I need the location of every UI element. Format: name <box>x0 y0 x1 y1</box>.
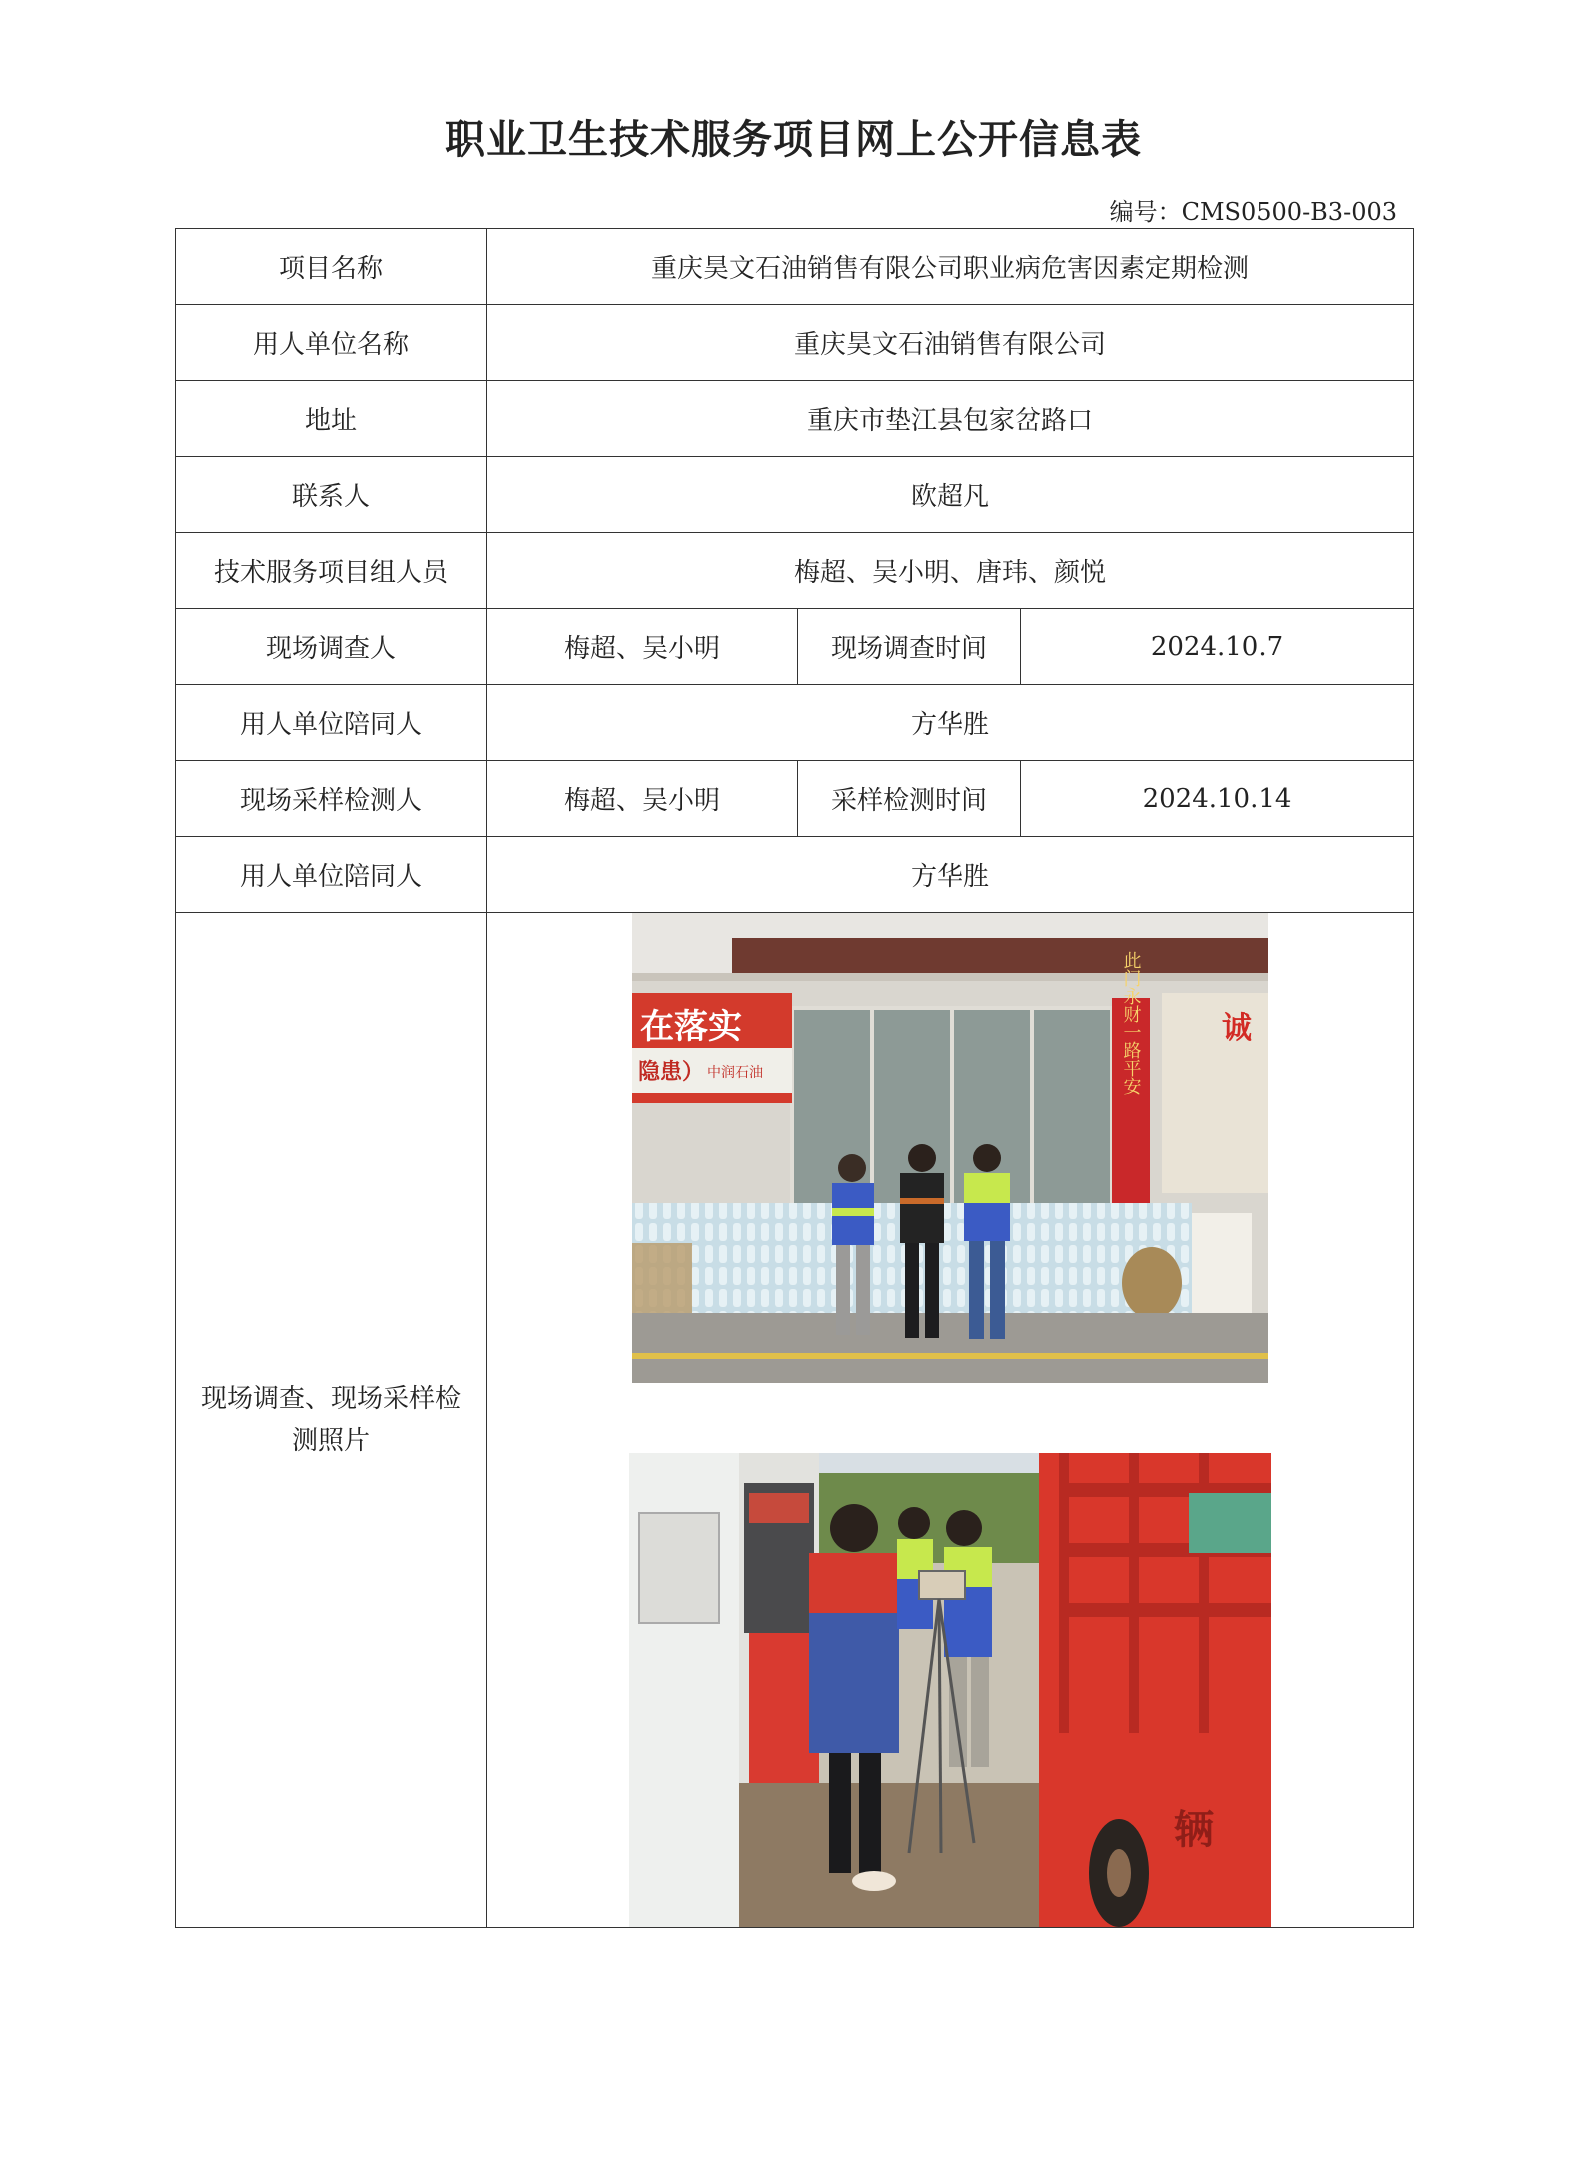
couplet-text: 此门永财一路平安 <box>1120 951 1142 1095</box>
label-sampling-time: 采样检测时间 <box>798 761 1021 837</box>
site-survey-photo <box>632 913 1268 1383</box>
row-project-name <box>176 229 1414 305</box>
document-number: 编号：CMS0500-B3-003 <box>1109 198 1397 226</box>
row-contact <box>176 457 1414 533</box>
value-sampling-time: 2024.10.14 <box>1021 761 1414 837</box>
value-project-name: 重庆昊文石油销售有限公司职业病危害因素定期检测 <box>487 229 1414 305</box>
label-sampling-escort: 用人单位陪同人 <box>176 837 487 913</box>
truck-text: 辆 <box>1174 1807 1214 1853</box>
row-employer <box>176 305 1414 381</box>
label-project-name: 项目名称 <box>176 229 487 305</box>
row-survey <box>176 609 1414 685</box>
value-contact: 欧超凡 <box>487 457 1414 533</box>
label-survey-escort: 用人单位陪同人 <box>176 685 487 761</box>
label-address: 地址 <box>176 381 487 457</box>
row-photos <box>176 913 1414 1928</box>
label-contact: 联系人 <box>176 457 487 533</box>
row-sampling <box>176 761 1414 837</box>
label-team: 技术服务项目组人员 <box>176 533 487 609</box>
banner-sub-text: 隐患） <box>638 1060 705 1085</box>
banner-text: 在落实 <box>640 1007 742 1047</box>
label-survey-time: 现场调查时间 <box>798 609 1021 685</box>
sign-text: 诚 <box>1222 1011 1252 1046</box>
page-title: 职业卫生技术服务项目网上公开信息表 <box>445 117 1142 163</box>
value-address: 重庆市垫江县包家岔路口 <box>487 381 1414 457</box>
value-sampling: 梅超、吴小明 <box>487 761 798 837</box>
row-survey-escort <box>176 685 1414 761</box>
photos-cell <box>487 913 1414 1928</box>
value-survey: 梅超、吴小明 <box>487 609 798 685</box>
value-survey-time: 2024.10.7 <box>1021 609 1414 685</box>
value-employer: 重庆昊文石油销售有限公司 <box>487 305 1414 381</box>
row-address <box>176 381 1414 457</box>
banner-brand-text: 中润石油 <box>707 1065 763 1081</box>
row-team <box>176 533 1414 609</box>
label-sampling: 现场采样检测人 <box>176 761 487 837</box>
label-survey: 现场调查人 <box>176 609 487 685</box>
value-team: 梅超、吴小明、唐玮、颜悦 <box>487 533 1414 609</box>
site-sampling-photo <box>629 1453 1271 1927</box>
row-sampling-escort <box>176 837 1414 913</box>
value-survey-escort: 方华胜 <box>487 685 1414 761</box>
label-employer: 用人单位名称 <box>176 305 487 381</box>
value-sampling-escort: 方华胜 <box>487 837 1414 913</box>
label-photos: 现场调查、现场采样检测照片 <box>176 913 487 1928</box>
info-table <box>175 228 1414 1928</box>
